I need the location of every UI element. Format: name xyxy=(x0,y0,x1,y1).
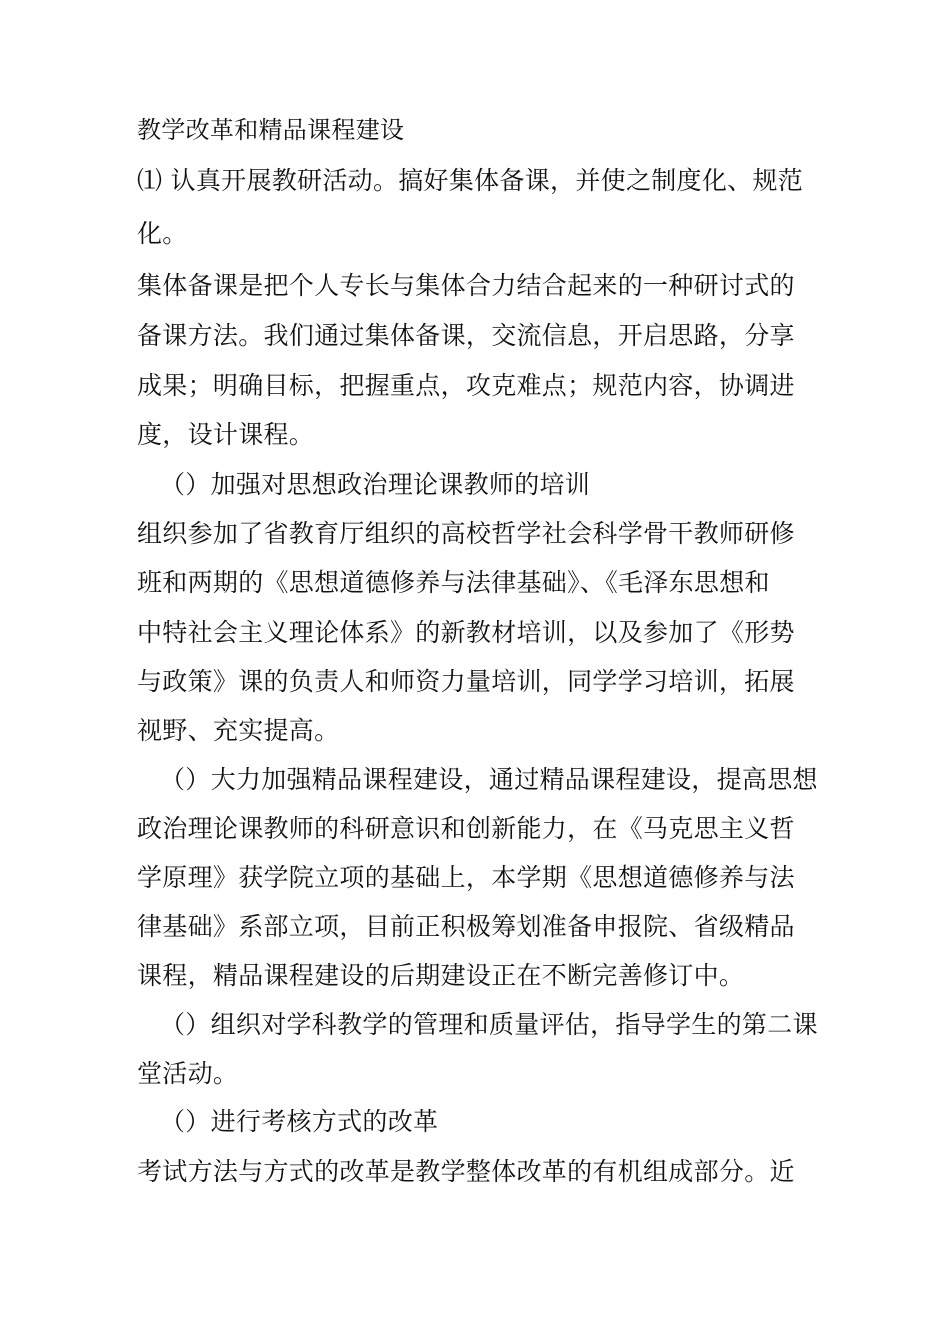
paragraph-line: 成果；明确目标，把握重点，攻克难点；规范内容，协调进 xyxy=(137,371,795,400)
paragraph-line: 律基础》系部立项，目前正积极筹划准备申报院、省级精品 xyxy=(137,912,795,941)
paragraph-line: 度，设计课程。 xyxy=(137,420,315,449)
subsection-heading: （）大力加强精品课程建设，通过精品课程建设，提高思想 xyxy=(160,765,818,794)
paragraph-line: 备课方法。我们通过集体备课，交流信息，开启思路，分享 xyxy=(137,321,795,350)
paragraph-line: 集体备课是把个人专长与集体合力结合起来的一种研讨式的 xyxy=(137,271,795,300)
paragraph-line: ⑴ 认真开展教研活动。搞好集体备课，并使之制度化、规范 xyxy=(137,166,804,195)
section-title: 教学改革和精品课程建设 xyxy=(137,116,405,144)
paragraph-line: 学原理》获学院立项的基础上，本学期《思想道德修养与法 xyxy=(137,863,795,892)
subsection-heading: （）组织对学科教学的管理和质量评估，指导学生的第二课 xyxy=(160,1010,818,1039)
paragraph-line: 组织参加了省教育厅组织的高校哲学社会科学骨干教师研修 xyxy=(137,519,795,548)
paragraph-line: 中特社会主义理论体系》的新教材培训，以及参加了《形势 xyxy=(137,618,795,647)
paragraph-line: 课程，精品课程建设的后期建设正在不断完善修订中。 xyxy=(137,961,745,990)
paragraph-line: 政治理论课教师的科研意识和创新能力，在《马克思主义哲 xyxy=(137,814,795,843)
subsection-heading: （）进行考核方式的改革 xyxy=(160,1107,439,1136)
subsection-heading: （）加强对思想政治理论课教师的培训 xyxy=(160,470,591,499)
paragraph-line: 化。 xyxy=(137,219,188,248)
paragraph-line: 考试方法与方式的改革是教学整体改革的有机组成部分。近 xyxy=(137,1157,795,1186)
paragraph-line: 视野、充实提高。 xyxy=(137,716,340,745)
paragraph-line: 堂活动。 xyxy=(137,1059,239,1088)
paragraph-line: 班和两期的《思想道德修养与法律基础》、《毛泽东思想和 xyxy=(137,568,770,597)
paragraph-line: 与政策》课的负责人和师资力量培训，同学学习培训，拓展 xyxy=(137,667,795,696)
